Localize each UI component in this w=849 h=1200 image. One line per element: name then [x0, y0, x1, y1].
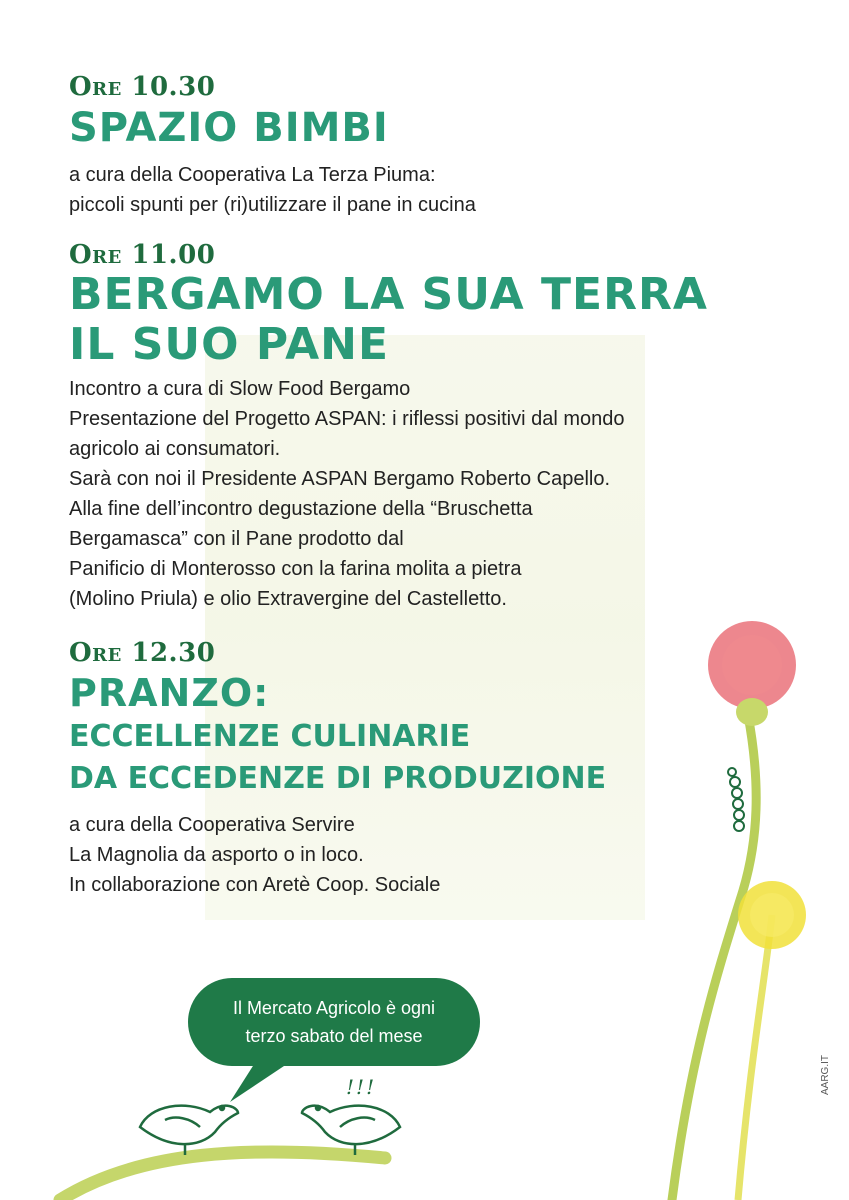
- section-title: PRANZO:: [69, 671, 270, 715]
- time-label: Ore 12.30: [69, 638, 216, 668]
- section-1030: [69, 72, 789, 220]
- section-title: BERGAMO LA SUA TERRA: [69, 269, 708, 320]
- section-subtitle: DA ECCEDENZE DI PRODUZIONE: [69, 761, 607, 796]
- section-1100: [69, 240, 789, 614]
- section-1230: [69, 638, 789, 900]
- body-line: La Magnolia da asporto o in loco.: [69, 844, 364, 866]
- body-line: Alla fine dell’incontro degustazione della “Bruschetta: [69, 498, 533, 520]
- program-content: [69, 72, 789, 900]
- body-line: Incontro a cura di Slow Food Bergamo: [69, 378, 411, 400]
- body-line: a cura della Cooperativa Servire: [69, 814, 355, 836]
- bubble-line: terzo sabato del mese: [245, 1026, 423, 1046]
- time-label: Ore 10.30: [69, 72, 216, 102]
- body-line: piccoli spunti per (ri)utilizzare il pane in cucina: [69, 194, 476, 216]
- yellow-flower-stem: [738, 915, 772, 1200]
- body-line: Sarà con noi il Presidente ASPAN Bergamo Roberto Capello.: [69, 468, 611, 490]
- body-line: In collaborazione con Aretè Coop. Sociale: [69, 874, 441, 896]
- section-title: SPAZIO BIMBI: [69, 105, 389, 151]
- branch-icon: [60, 1152, 385, 1200]
- body-line: Bergamasca” con il Pane prodotto dal: [69, 528, 404, 550]
- body-line: a cura della Cooperativa La Terza Piuma:: [69, 164, 436, 186]
- credit-text: AARG.IT: [820, 1054, 831, 1095]
- body-line: Panificio di Monterosso con la farina molita a pietra: [69, 558, 522, 580]
- section-title: IL SUO PANE: [69, 319, 390, 370]
- body-line: Presentazione del Progetto ASPAN: i riflessi positivi dal mondo: [69, 408, 625, 430]
- body-line: agricolo ai consumatori.: [69, 438, 281, 460]
- exclamation-marks: !!!: [346, 1075, 377, 1099]
- section-subtitle: ECCELLENZE CULINARIE: [69, 719, 471, 754]
- speech-bubble: [188, 978, 480, 1066]
- bubble-line: Il Mercato Agricolo è ogni: [232, 998, 436, 1018]
- time-label: Ore 11.00: [69, 240, 216, 270]
- body-line: (Molino Priula) e olio Extravergine del Castelletto.: [69, 588, 507, 610]
